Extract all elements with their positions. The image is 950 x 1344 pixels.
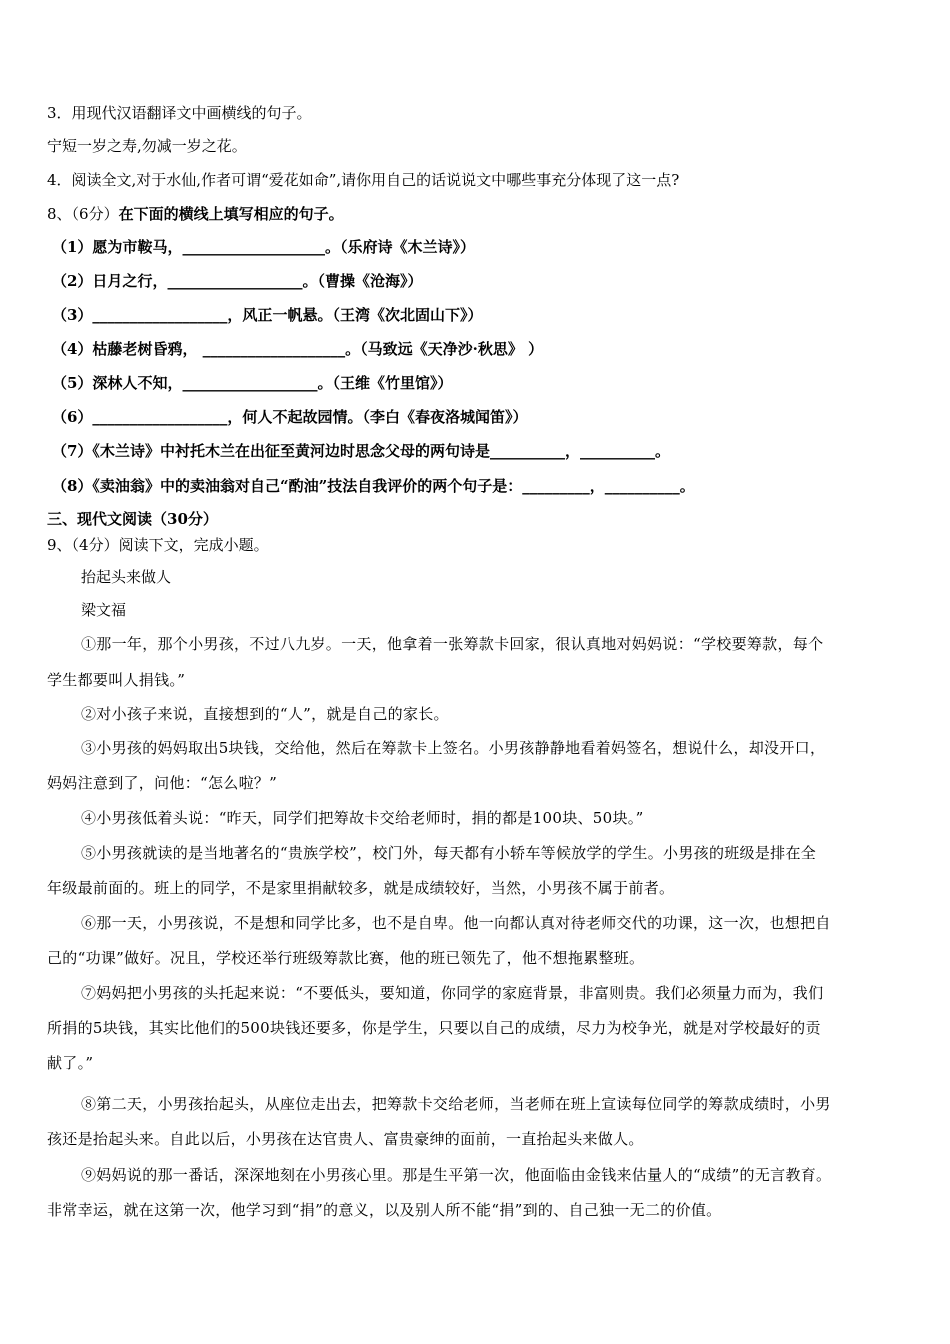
article-line: 所捐的5块钱，其实比他们的500块钱还要多，你是学生，只要以自己的成绩，尽力为校争光，就是对学校最好的贡 [47,1019,821,1037]
article-line: ⑧第二天，小男孩抬起头，从座位走出去，把筹款卡交给老师，当老师在班上宣读每位同学的筹款成绩时，小男 [81,1095,831,1113]
q8-number: 8、（6分） [47,205,119,223]
section3-heading: 三、现代文阅读（30分） [47,510,218,528]
q8-item-6: （6）__________________，何人不起故园情。（李白《春夜洛城闻笛》） [52,408,528,426]
article-line: ①那一年，那个小男孩，不过八九岁。一天，他拿着一张筹款卡回家，很认真地对妈妈说：“学校要筹款，每个 [81,635,824,653]
q8-instruction: 在下面的横线上填写相应的句子。 [118,205,344,223]
q8-item-3: （3）__________________，风正一帆悬。（王湾《次北固山下》） [52,306,483,324]
article-line: ④小男孩低着头说：“昨天，同学们把筹故卡交给老师时，捐的都是100块、50块。” [81,809,644,827]
q8-item-4: （4）枯藤老树昏鸦， ___________________。（马致远《天净沙·秋思》 ） [52,340,544,358]
q8-item-2: （2）日月之行，__________________。（曹操《沧海》） [52,272,423,290]
q4-question: 4．阅读全文,对于水仙,作者可谓“爱花如命”,请你用自己的话说说文中哪些事充分体现了这一点? [47,171,680,189]
article-line: 非常幸运，就在这第一次，他学习到“捐”的意义，以及别人所不能“捐”到的、自己独一无二的价值。 [47,1201,722,1219]
article-line: ②对小孩子来说，直接想到的“人”，就是自己的家长。 [81,705,449,723]
q9-intro: 9、（4分）阅读下文，完成小题。 [47,536,269,554]
q8-item-1: （1）愿为市鞍马，___________________。（乐府诗《木兰诗》） [52,238,475,256]
article-title: 抬起头来做人 [81,568,172,586]
article-line: ⑨妈妈说的那一番话，深深地刻在小男孩心里。那是生平第一次，他面临由金钱来估量人的“成绩”的无言教育。 [81,1166,832,1184]
q3-question: 3．用现代汉语翻译文中画横线的句子。 [47,104,312,122]
q8-header [47,204,344,224]
article-line: ⑦妈妈把小男孩的头托起来说：“不要低头，要知道，你同学的家庭背景，非富则贵。我们必须量力而为，我们 [81,984,824,1002]
article-line: ⑥那一天，小男孩说，不是想和同学比多，也不是自卑。他一向都认真对待老师交代的功课，这一次，也想把自 [81,914,831,932]
article-line: 孩还是抬起头来。自此以后，小男孩在达官贵人、富贵豪绅的面前，一直抬起头来做人。 [47,1130,644,1148]
q8-item-8: （8）《卖油翁》中的卖油翁对自己“酌油”技法自我评价的两个句子是：_________，__________。 [52,477,695,495]
article-line: 献了。” [47,1054,94,1072]
article-line: ③小男孩的妈妈取出5块钱，交给他，然后在筹款卡上签名。小男孩静静地看着妈签名，想说什么，却没开口， [81,739,826,757]
q8-item-7: （7）《木兰诗》中衬托木兰在出征至黄河边时思念父母的两句诗是__________，__________。 [52,442,670,460]
article-line: 学生都要叫人捐钱。” [47,671,186,689]
article-line: 年级最前面的。班上的同学，不是家里捐献较多，就是成绩较好，当然，小男孩不属于前者。 [47,879,675,897]
article-line: 己的“功课”做好。况且，学校还举行班级筹款比赛，他的班已领先了，他不想拖累整班。 [47,949,645,967]
q3-sentence: 宁短一岁之寿,勿减一岁之花。 [47,137,247,155]
q8-item-5: （5）深林人不知，__________________。（王维《竹里馆》） [52,374,453,392]
article-line: ⑤小男孩就读的是当地著名的“贵族学校”，校门外，每天都有小轿车等候放学的学生。小男孩的班级是排在全 [81,844,817,862]
article-line: 妈妈注意到了，问他：“怎么啦？” [47,774,278,792]
article-author: 梁文福 [81,601,127,619]
